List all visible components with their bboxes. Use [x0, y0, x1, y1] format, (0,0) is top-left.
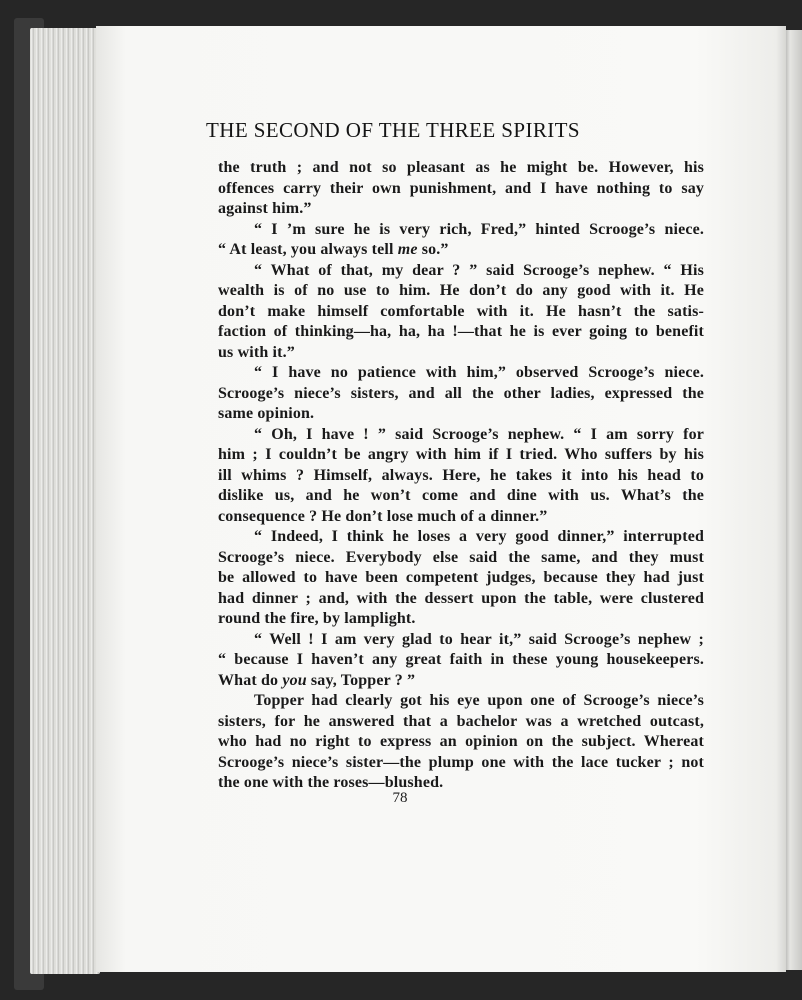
text-line: What do you say, Topper ? ”	[218, 671, 416, 689]
text-line: don’t make himself comfortable with it. He hasn’t the satis-	[218, 302, 704, 320]
text-line: “ What of that, my dear ? ” said Scrooge’s nephew. “ His	[254, 261, 704, 279]
text-line: sisters, for he answered that a bachelor was a wretched outcast,	[218, 712, 704, 730]
text-line: Scrooge’s niece. Everybody else said the same, and they must	[218, 548, 704, 566]
text-line: us with it.”	[218, 343, 295, 361]
text-line: who had no right to express an opinion on the subject. Whereat	[218, 733, 704, 750]
text-line: same opinion.	[218, 405, 315, 422]
text-line: “ I have no patience with him,” observed Scrooge’s niece.	[254, 364, 704, 381]
text-line: round the fire, by lamplight.	[218, 610, 416, 627]
text-line: “ Indeed, I think he loses a very good dinner,” interrupted	[254, 528, 704, 545]
page-edges	[30, 28, 100, 974]
text-line: “ At least, you always tell me so.”	[218, 241, 449, 258]
text-line: faction of thinking—ha, ha, ha !—that he is ever going to benefit	[218, 323, 704, 340]
page-number: 78	[392, 790, 408, 806]
text-line: ill whims ? Himself, always. Here, he takes it into his head to	[218, 466, 704, 484]
text-line: the truth ; and not so pleasant as he might be. However, his	[218, 159, 704, 176]
text-line: consequence ? He don’t lose much of a dinner.”	[218, 507, 548, 525]
body-text	[218, 158, 704, 794]
text-line: “ Oh, I have ! ” said Scrooge’s nephew. “ I am sorry for	[254, 425, 704, 443]
text-line: be allowed to have been competent judges, because they had just	[218, 569, 704, 586]
text-line: Scrooge’s niece’s sister—the plump one with the lace tucker ; not	[218, 753, 704, 771]
text-line: had dinner ; and, with the dessert upon the table, were clustered	[218, 589, 704, 607]
text-line: against him.”	[218, 200, 312, 217]
text-line: Topper had clearly got his eye upon one of Scrooge’s niece’s	[254, 692, 704, 709]
text-line: “ because I haven’t any great faith in these young housekeepers.	[218, 651, 704, 668]
text-line: “ Well ! I am very glad to hear it,” said Scrooge’s nephew ;	[254, 630, 704, 648]
text-line: “ I ’m sure he is very rich, Fred,” hinted Scrooge’s niece.	[254, 220, 704, 238]
text-line: wealth is of no use to him. He don’t do any good with it. He	[218, 282, 704, 299]
text-line: offences carry their own punishment, and I have nothing to say	[218, 179, 704, 197]
text-line: the one with the roses—blushed.	[218, 774, 444, 791]
running-head: THE SECOND OF THE THREE SPIRITS	[206, 118, 580, 142]
text-line: Scrooge’s niece’s sisters, and all the other ladies, expressed the	[218, 384, 704, 402]
text-line: dislike us, and he won’t come and dine with us. What’s the	[218, 487, 704, 504]
text-line: him ; I couldn’t be angry with him if I tried. Who suffers by his	[218, 446, 704, 463]
